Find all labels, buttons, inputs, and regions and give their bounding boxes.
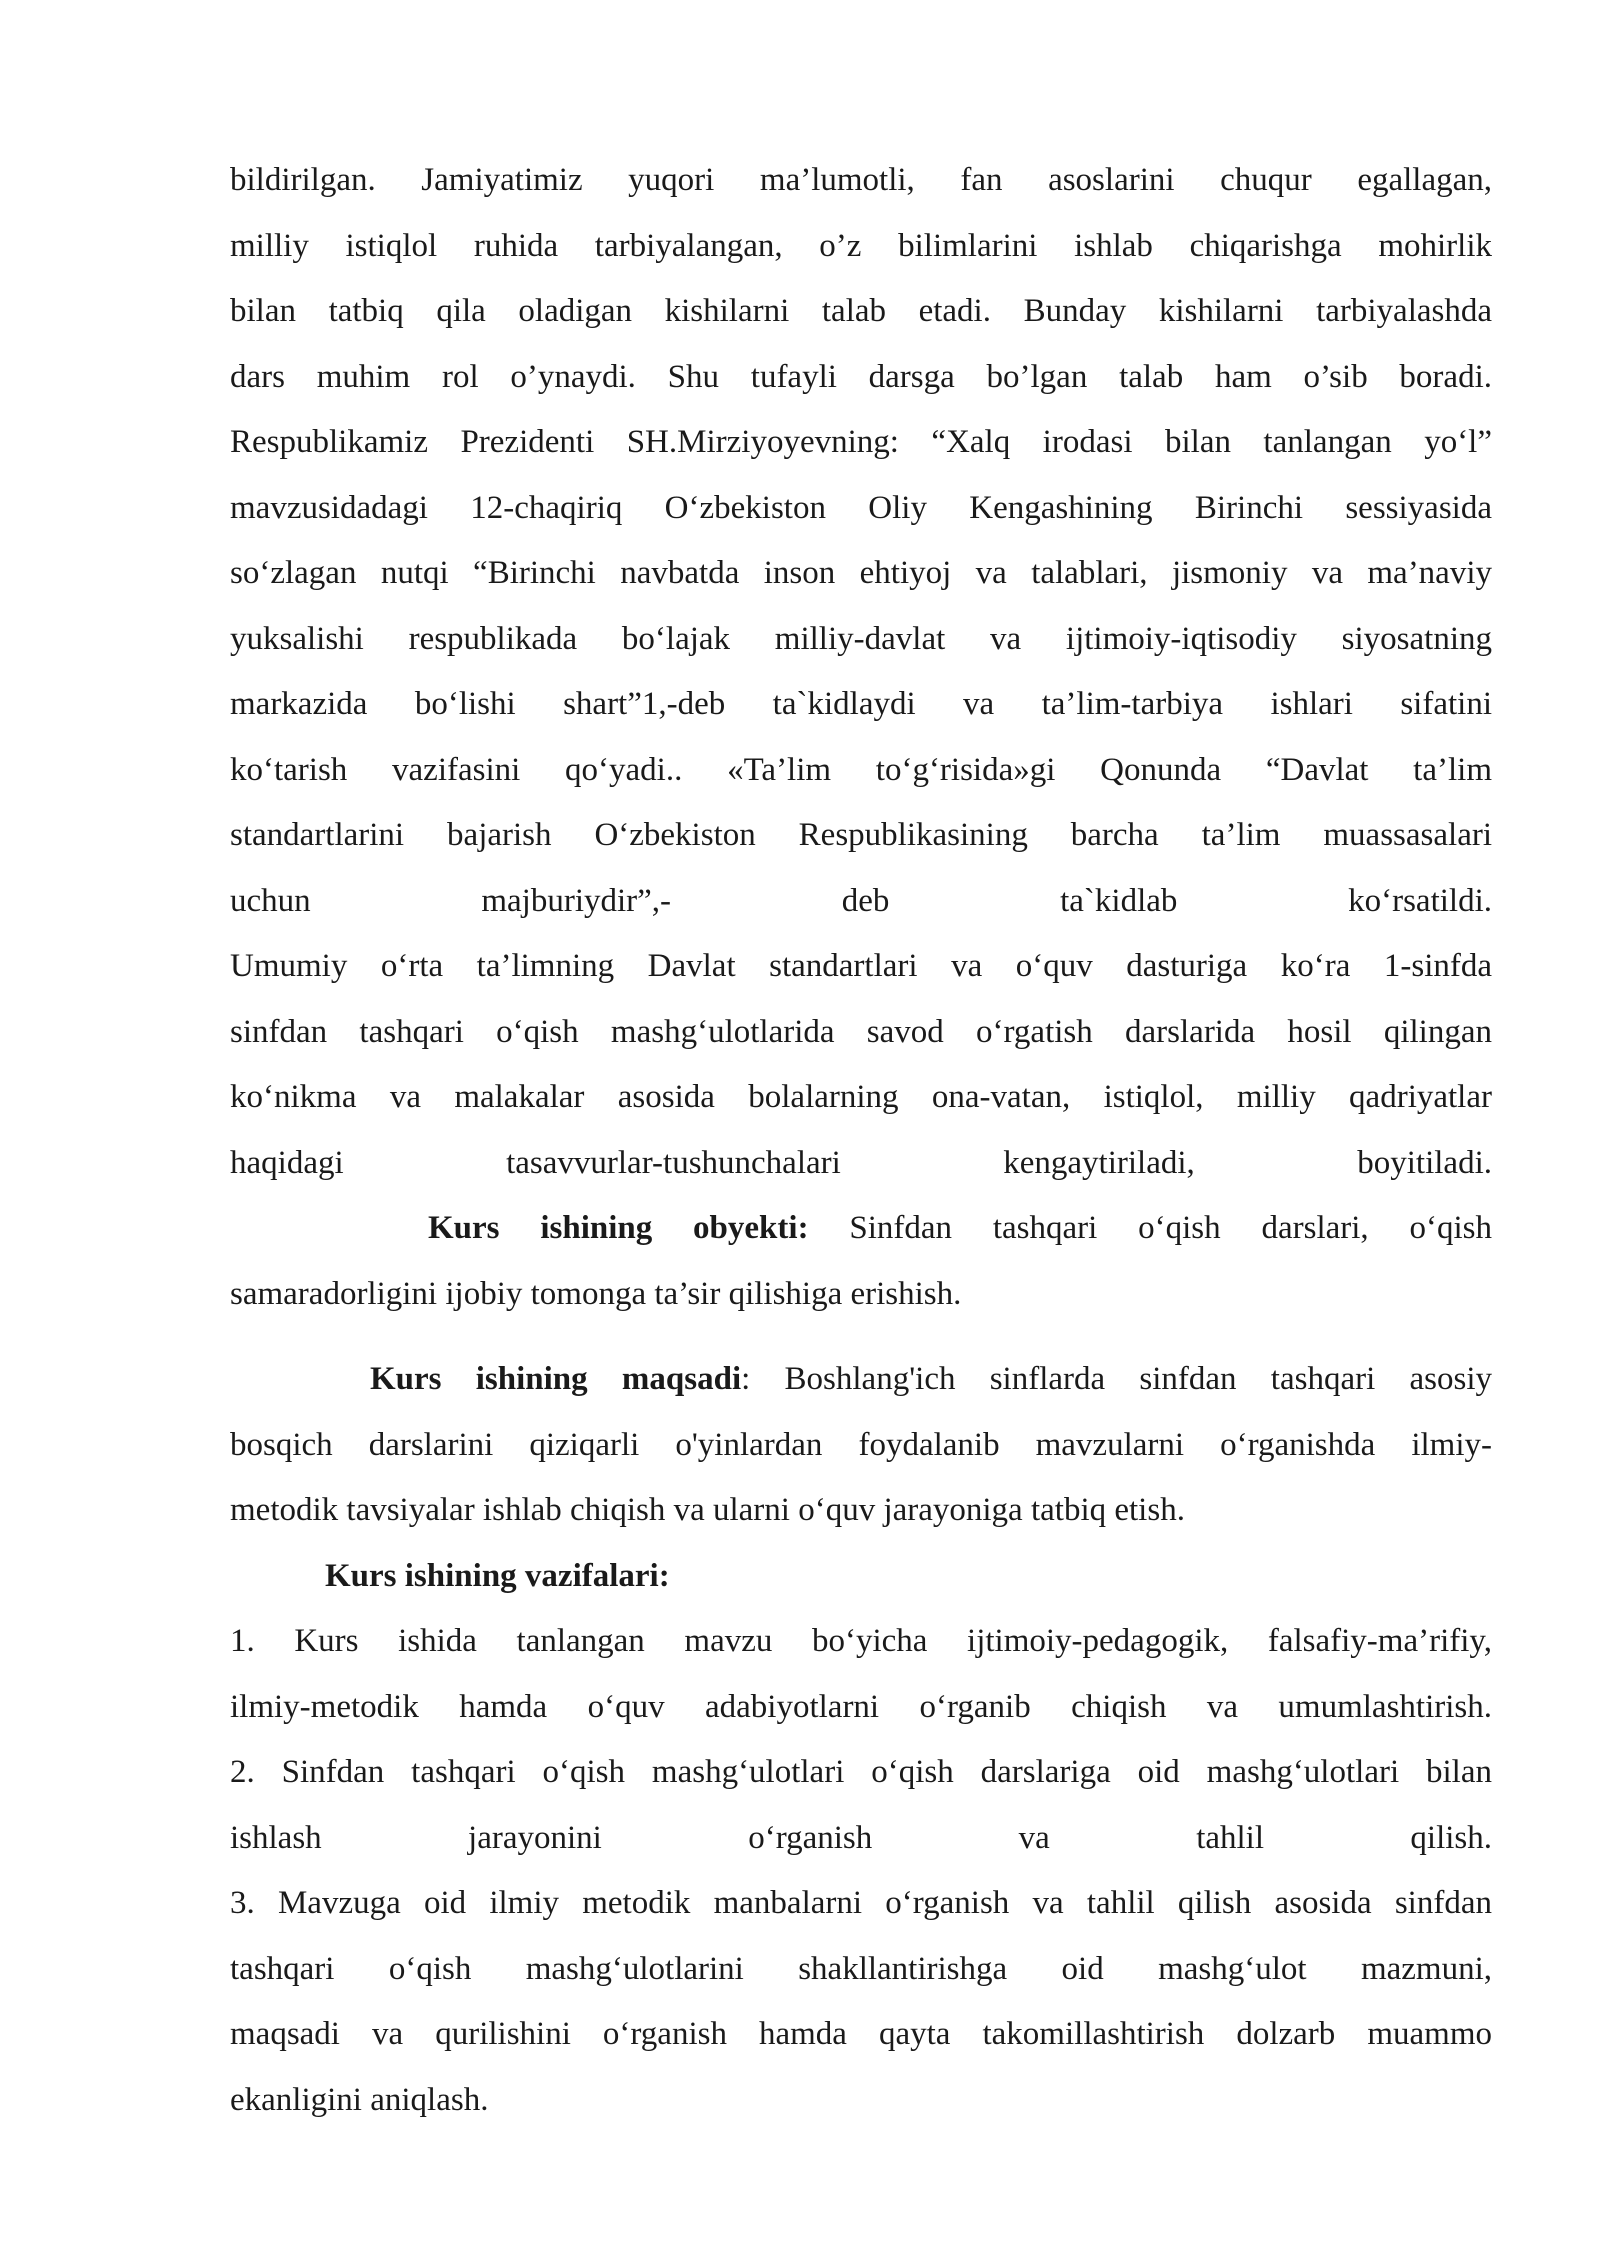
text-line: sinfdan tashqari o‘qish mashg‘ulotlarida savod o‘rgatish darslarida hosil qilingan [230,1013,1492,1050]
text-line: 1. Kurs ishida tanlangan mavzu bo‘yicha ijtimoiy-pedagogik, falsafiy-ma’rifiy, [230,1623,1492,1659]
text-line: uchun majburiydir”,- deb ta`kidlab ko‘rsatildi. [230,882,1492,919]
text-line: mavzusidadagi 12-chaqiriq O‘zbekiston Oliy Kengashining Birinchi sessiyasida [230,489,1492,526]
text-line: ilmiy-metodik hamda o‘quv adabiyotlarni o‘rganib chiqish va umumlashtirish. [230,1688,1492,1725]
text-line: markazida bo‘lishi shart”1,-deb ta`kidlaydi va ta’lim-tarbiya ishlari sifatini [230,686,1492,722]
text-line: ko‘tarish vazifasini qo‘yadi.. «Ta’lim to‘g‘risida»gi Qonunda “Davlat ta’lim [230,751,1492,788]
text-line: haqidagi tasavvurlar-tushunchalari kengaytiriladi, boyitiladi. [230,1144,1492,1181]
obyekt-text: Sinfdan tashqari o‘qish darslari, o‘qish [808,1210,1492,1246]
text-line: tashqari o‘qish mashg‘ulotlarini shakllantirishga oid mashg‘ulot mazmuni, [230,1950,1492,1987]
text-line: bosqich darslarini qiziqarli o'yinlardan foydalanib mavzularni o‘rganishda ilmiy- [230,1426,1492,1463]
text-line: samaradorligini ijobiy tomonga ta’sir qilishiga erishish. [230,1275,962,1312]
text-line: Umumiy o‘rta ta’limning Davlat standartlari va o‘quv dasturiga ko‘ra 1-sinfda [230,948,1492,984]
text-line: ko‘nikma va malakalar asosida bolalarning ona-vatan, istiqlol, milliy qadriyatlar [230,1079,1492,1115]
vazifalar-label: Kurs ishining vazifalari: [325,1557,670,1594]
text-line: bilan tatbiq qila oladigan kishilarni talab etadi. Bunday kishilarni tarbiyalashda [230,293,1492,329]
text-line: Respublikamiz Prezidenti SH.Mirziyoyevning: “Xalq irodasi bilan tanlangan yo‘l” [230,424,1492,460]
vazifalar-heading [230,1544,1492,1610]
text-line: 3. Mavzuga oid ilmiy metodik manbalarni o‘rganish va tahlil qilish asosida sinfdan [230,1885,1492,1921]
maqsad-label: Kurs ishining maqsadi [370,1361,742,1397]
document-body [230,148,1492,2133]
maqsad-text: : Boshlang'ich sinflarda sinfdan tashqari asosiy [741,1361,1493,1397]
obyekt-label: Kurs ishining obyekti: [428,1210,809,1246]
text-line: maqsadi va qurilishini o‘rganish hamda qayta takomillashtirish dolzarb muammo [230,2016,1492,2052]
text-line: so‘zlagan nutqi “Birinchi navbatda inson ehtiyoj va talablari, jismoniy va ma’naviy [230,555,1492,591]
text-line: bildirilgan. Jamiyatimiz yuqori ma’lumotli, fan asoslarini chuqur egallagan, [230,162,1492,198]
obyekt-line [230,1196,1492,1262]
text-line: ekanligini aniqlash. [230,2081,489,2118]
maqsad-line [230,1347,1492,1413]
text-line: standartlarini bajarish O‘zbekiston Respublikasining barcha ta’lim muassasalari [230,817,1492,853]
text-line: 2. Sinfdan tashqari o‘qish mashg‘ulotlari o‘qish darslariga oid mashg‘ulotlari bilan [230,1754,1492,1790]
text-line: yuksalishi respublikada bo‘lajak milliy-davlat va ijtimoiy-iqtisodiy siyosatning [230,620,1492,657]
text-line: dars muhim rol o’ynaydi. Shu tufayli darsga bo’lgan talab ham o’sib boradi. [230,358,1492,395]
text-line: metodik tavsiyalar ishlab chiqish va ularni o‘quv jarayoniga tatbiq etish. [230,1492,1185,1528]
text-line: milliy istiqlol ruhida tarbiyalangan, o’z bilimlarini ishlab chiqarishga mohirlik [230,227,1492,264]
text-line: ishlash jarayonini o‘rganish va tahlil qilish. [230,1819,1492,1856]
